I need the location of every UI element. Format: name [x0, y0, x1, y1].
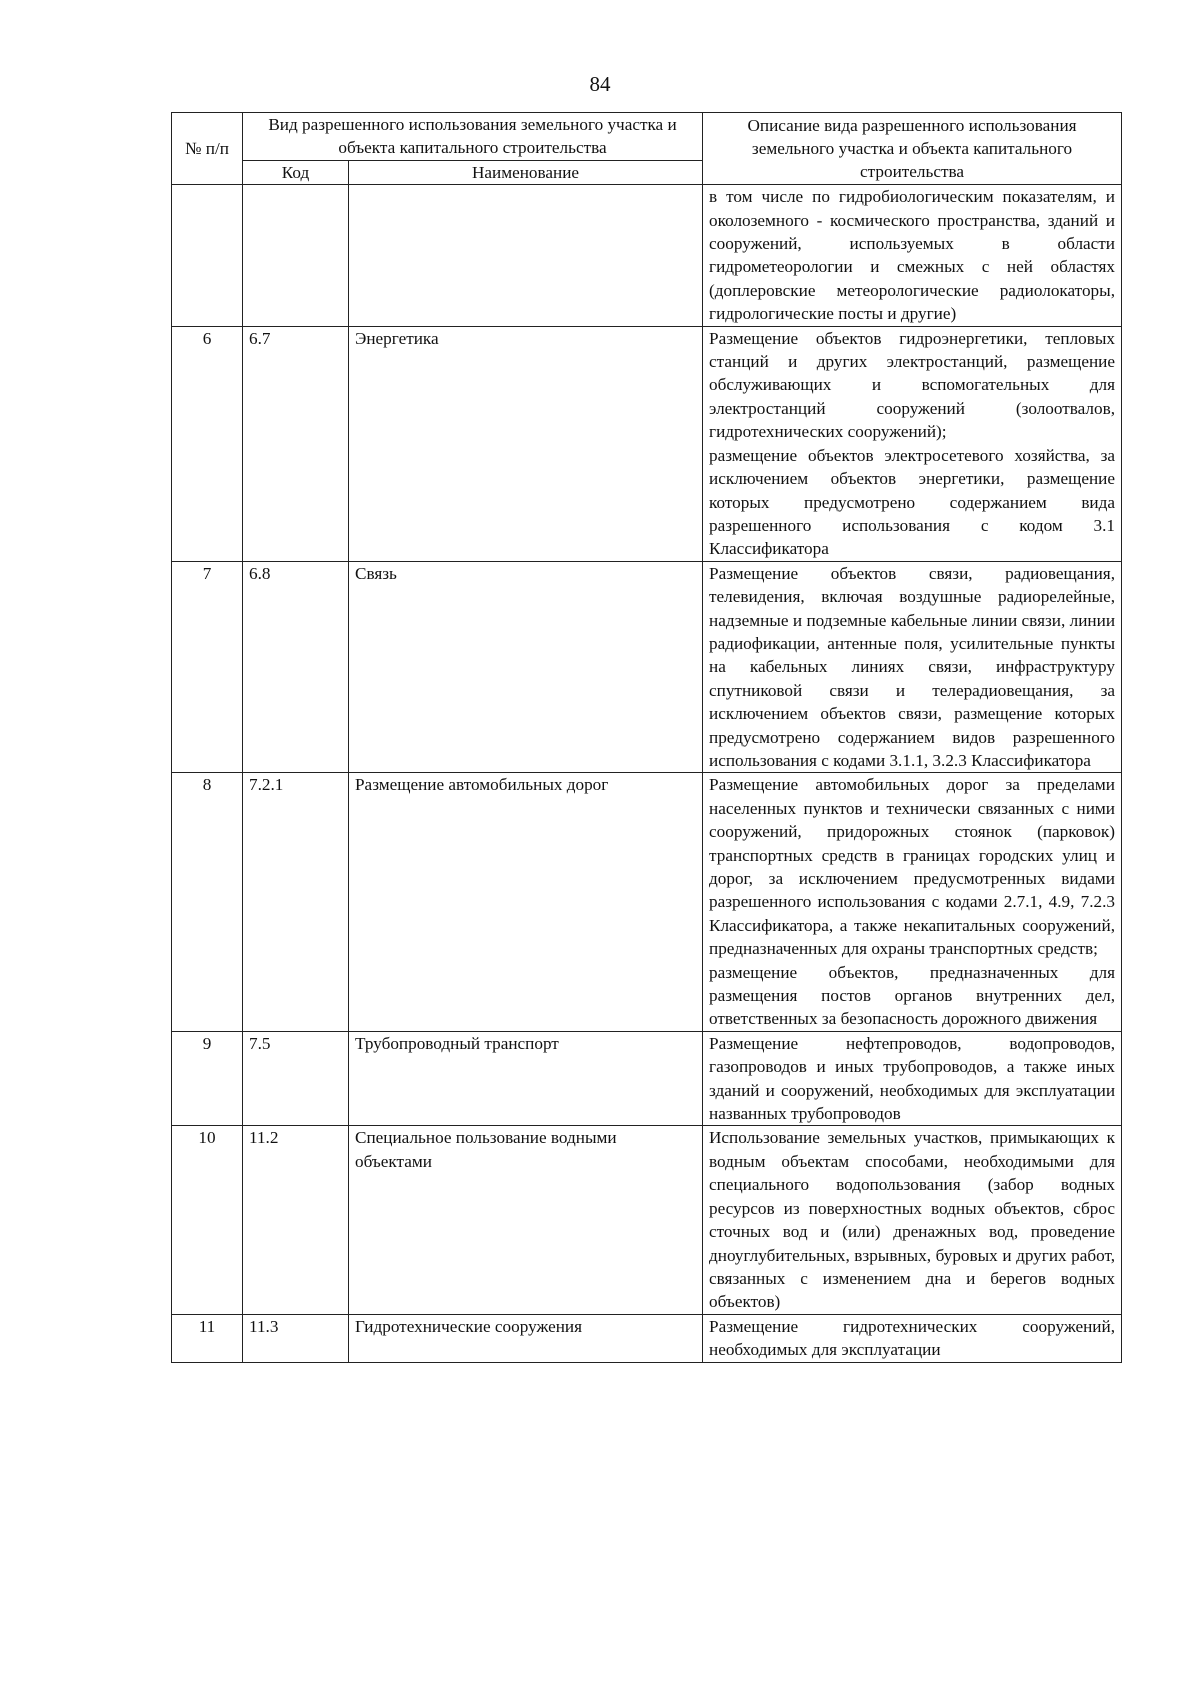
description-paragraph: в том числе по гидробиологическим показателям, и околоземного - космического пространства, зданий и сооружений, используемых в области гидрометеорологии и смежных с ней областях (доплеровские метеорологические радиолокаторы, гидрологические посты и другие) — [709, 187, 1116, 324]
description-paragraph: Размещение автомобильных дорог за пределами населенных пунктов и технически связанных с ними сооружений, придорожных стоянок (парковок) транспортных средств в границах городских улиц и дорог, за исключением предусмотренных видами разрешенного использования с кодами 2.7.1, 4.9, 7.2.3 Классификатора, а также некапитальных сооружений, предназначенных для охраны транспортных средств; — [709, 775, 1116, 959]
description-paragraph: размещение объектов, предназначенных для размещения постов органов внутренних дел, ответственных за безопасность дорожного движения — [709, 962, 1116, 1029]
table-row — [172, 1031, 1122, 1126]
row-code: 11.3 — [243, 1314, 349, 1362]
table-row-continuation — [172, 185, 1122, 326]
description-paragraph: Размещение гидротехнических сооружений, необходимых для эксплуатации — [709, 1316, 1116, 1360]
row-name: Связь — [349, 561, 703, 773]
header-land-use-type: Вид разрешенного использования земельного участка и объекта капитального строительства — [243, 113, 703, 161]
row-code: 6.8 — [243, 561, 349, 773]
table-row — [172, 1126, 1122, 1314]
row-name: Трубопроводный транспорт — [349, 1031, 703, 1126]
row-description — [703, 185, 1122, 326]
row-code: 6.7 — [243, 326, 349, 561]
row-num: 9 — [172, 1031, 243, 1126]
header-description: Описание вида разрешенного использования земельного участка и объекта капитального строительства — [703, 113, 1122, 185]
description-paragraph: Размещение нефтепроводов, водопроводов, газопроводов и иных трубопроводов, а также иных зданий и сооружений, необходимых для эксплуатации названных трубопроводов — [709, 1033, 1116, 1124]
table-row — [172, 1314, 1122, 1362]
row-name: Специальное пользование водными объектами — [349, 1126, 703, 1314]
row-name: Размещение автомобильных дорог — [349, 773, 703, 1031]
row-description — [703, 1314, 1122, 1362]
row-name — [349, 185, 703, 326]
header-name: Наименование — [349, 160, 703, 184]
table-header — [172, 113, 1122, 185]
row-description — [703, 773, 1122, 1031]
description-paragraph: Размещение объектов гидроэнергетики, тепловых станций и других электростанций, размещение обслуживающих и вспомогательных для электростанций сооружений (золоотвалов, гидротехнических сооружений); — [709, 328, 1116, 442]
row-code — [243, 185, 349, 326]
row-description — [703, 1031, 1122, 1126]
table-row — [172, 326, 1122, 561]
row-code: 7.2.1 — [243, 773, 349, 1031]
description-paragraph: Размещение объектов связи, радиовещания, телевидения, включая воздушные радиорелейные, надземные и подземные кабельные линии связи, линии радиофикации, антенные поля, усилительные пункты на кабельных линиях связи, инфраструктуру спутниковой связи и телерадиовещания, за исключением объектов связи, размещение которых предусмотрено содержанием видов разрешенного использования с кодами 3.1.1, 3.2.3 Классификатора — [709, 563, 1116, 770]
row-code: 7.5 — [243, 1031, 349, 1126]
row-description — [703, 561, 1122, 773]
row-num: 6 — [172, 326, 243, 561]
description-paragraph: Использование земельных участков, примыкающих к водным объектам способами, необходимыми для специального водопользования (забор водных ресурсов из поверхностных водных объектов, сброс сточных вод и (или) дренажных вод, проведение дноуглубительных, взрывных, буровых и других работ, связанных с изменением дна и берегов водных объектов) — [709, 1128, 1116, 1312]
page-number: 84 — [589, 72, 611, 96]
row-num: 7 — [172, 561, 243, 773]
row-num — [172, 185, 243, 326]
row-name: Энергетика — [349, 326, 703, 561]
table-row — [172, 561, 1122, 773]
row-num: 10 — [172, 1126, 243, 1314]
row-description — [703, 1126, 1122, 1314]
table-row — [172, 773, 1122, 1031]
row-num: 11 — [172, 1314, 243, 1362]
header-num: № п/п — [172, 113, 243, 185]
table-body — [172, 185, 1122, 1362]
row-name: Гидротехнические сооружения — [349, 1314, 703, 1362]
description-paragraph: размещение объектов электросетевого хозяйства, за исключением объектов энергетики, размещение которых предусмотрено содержанием вида разрешенного использования с кодом 3.1 Классификатора — [709, 445, 1116, 559]
header-code: Код — [243, 160, 349, 184]
row-description — [703, 326, 1122, 561]
row-code: 11.2 — [243, 1126, 349, 1314]
land-use-table — [171, 112, 1122, 1363]
row-num: 8 — [172, 773, 243, 1031]
